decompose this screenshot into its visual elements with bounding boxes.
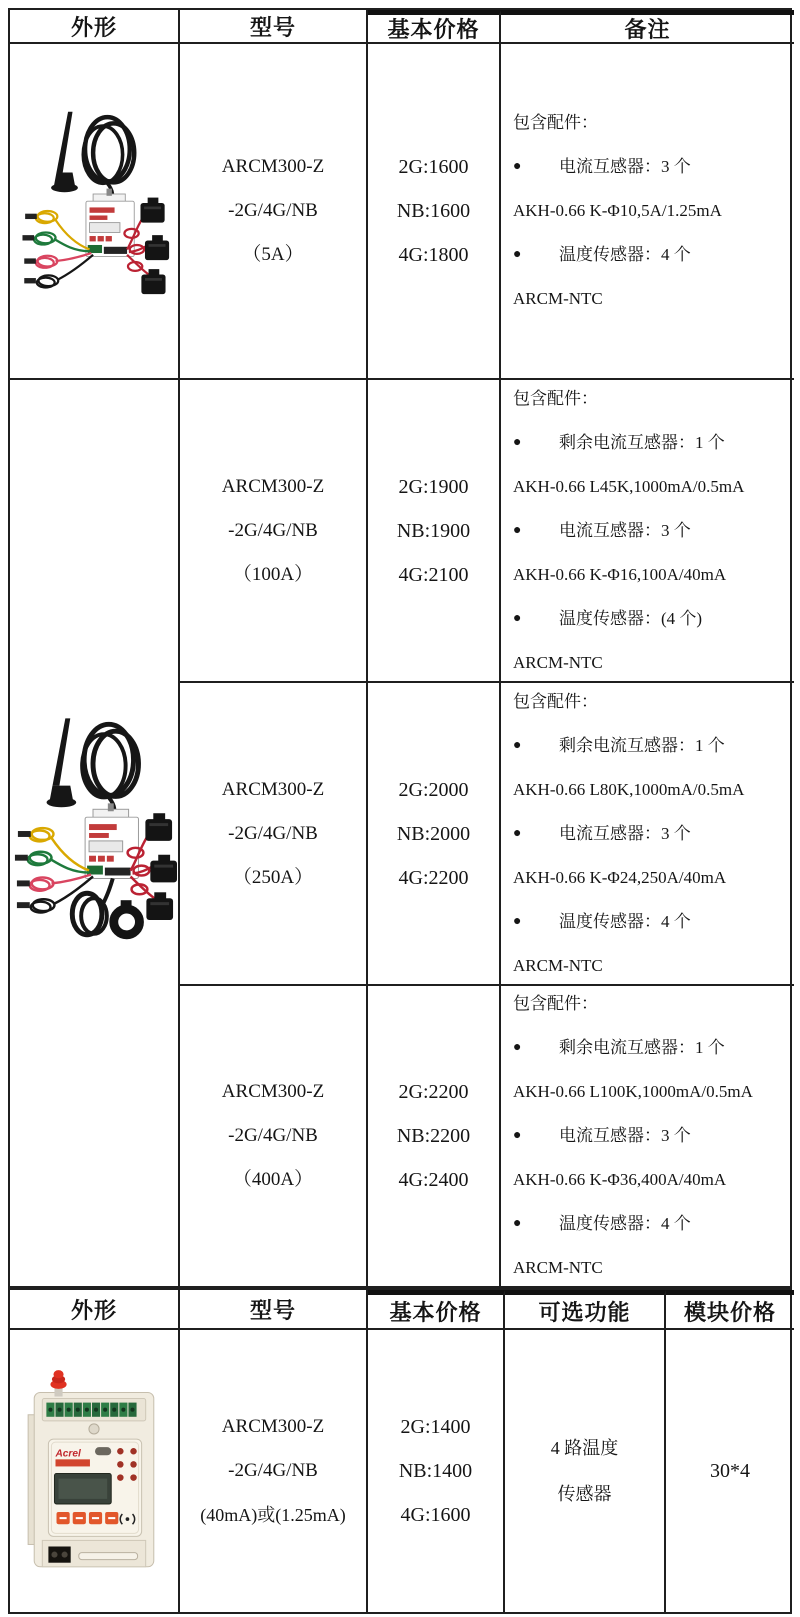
model-cell-5a bbox=[180, 44, 368, 380]
remarks-cell-5a bbox=[501, 44, 794, 380]
bullet-icon: ● bbox=[513, 247, 522, 262]
bullet-icon: ● bbox=[513, 1040, 522, 1055]
appearance-cell-5a bbox=[10, 44, 180, 380]
header-remarks bbox=[501, 10, 794, 44]
bullet-icon: ● bbox=[513, 159, 522, 174]
model-line: （100A） bbox=[232, 563, 314, 585]
remarks-line: 包含配件： bbox=[513, 388, 598, 408]
remarks-line: ● 电流互感器：3 个 bbox=[513, 509, 790, 553]
model-line: -2G/4G/NB bbox=[228, 1125, 318, 1146]
header-appearance bbox=[10, 10, 180, 44]
price-line: NB:1900 bbox=[396, 519, 471, 542]
model-line: -2G/4G/NB bbox=[228, 519, 318, 541]
arcm300-meter-photo bbox=[18, 1362, 170, 1580]
header-model bbox=[180, 10, 368, 44]
price-cell-250a bbox=[368, 683, 501, 986]
remarks-line: ● 温度传感器：4 个 bbox=[513, 1202, 790, 1246]
remarks-cell-100a bbox=[501, 380, 794, 683]
remarks-line: AKH-0.66 L100K,1000mA/0.5mA bbox=[513, 1082, 753, 1101]
bullet-icon: ● bbox=[513, 434, 522, 450]
model-line: -2G/4G/NB bbox=[228, 200, 318, 221]
price-line: NB:2200 bbox=[396, 1125, 471, 1147]
appearance-cell-merged bbox=[10, 380, 180, 1286]
remarks-cell-250a bbox=[501, 683, 794, 986]
remarks-line: ● 温度传感器：4 个 bbox=[513, 233, 790, 277]
price-line: 2G:2000 bbox=[398, 778, 469, 801]
remarks-line: AKH-0.66 L80K,1000mA/0.5mA bbox=[513, 779, 745, 799]
price-line: NB:2000 bbox=[396, 822, 471, 845]
model-line: -2G/4G/NB bbox=[228, 1460, 318, 1481]
header-label: 基本价格 bbox=[387, 17, 480, 42]
header-module-price bbox=[666, 1290, 794, 1330]
price-line: 2G:1400 bbox=[400, 1416, 471, 1438]
remarks-line: ● 温度传感器：(4 个) bbox=[513, 597, 790, 641]
remarks-line: AKH-0.66 K-Φ24,250A/40mA bbox=[513, 867, 727, 887]
remarks-line: ● 电流互感器：3 个 bbox=[513, 145, 790, 189]
remarks-line: ● 电流互感器：3 个 bbox=[513, 812, 790, 856]
optional-line: 传感器 bbox=[557, 1484, 612, 1504]
price-line: 4G:1800 bbox=[398, 244, 469, 266]
header-label: 外形 bbox=[70, 14, 117, 40]
remarks-line: ARCM-NTC bbox=[513, 652, 603, 672]
header-model bbox=[180, 1290, 368, 1330]
header-base-price bbox=[368, 10, 501, 44]
model-line: ARCM300-Z bbox=[221, 1416, 325, 1437]
price-line: 4G:2400 bbox=[398, 1169, 469, 1191]
header-label: 型号 bbox=[249, 14, 296, 40]
module-price-cell bbox=[666, 1330, 794, 1612]
header-label: 型号 bbox=[249, 1297, 296, 1323]
device-kit-photo bbox=[18, 108, 170, 314]
price-line: 4G:2100 bbox=[398, 563, 469, 586]
header-optional-function bbox=[505, 1290, 666, 1330]
device-kit-with-rct-photo bbox=[10, 714, 178, 952]
model-line: （5A） bbox=[242, 244, 304, 265]
model-cell-400a bbox=[180, 986, 368, 1286]
remarks-line: ● 温度传感器：4 个 bbox=[513, 900, 790, 944]
remarks-line: ● 剩余电流互感器：1 个 bbox=[513, 724, 790, 768]
model-line: ARCM300-Z bbox=[221, 475, 325, 497]
remarks-line: AKH-0.66 K-Φ10,5A/1.25mA bbox=[513, 201, 722, 220]
price-cell-meter bbox=[368, 1330, 505, 1612]
price-cell-5a bbox=[368, 44, 501, 380]
header-label: 备注 bbox=[624, 17, 671, 42]
model-line: （250A） bbox=[232, 866, 314, 888]
wired-arcm-price-table bbox=[8, 1288, 792, 1614]
remarks-line: 包含配件： bbox=[513, 113, 598, 132]
remarks-cell-400a bbox=[501, 986, 794, 1286]
remarks-line: ARCM-NTC bbox=[513, 1258, 603, 1277]
header-label: 外形 bbox=[70, 1297, 117, 1323]
remarks-line: 包含配件： bbox=[513, 691, 598, 711]
bullet-icon: ● bbox=[513, 913, 522, 929]
bullet-icon: ● bbox=[513, 737, 522, 753]
remarks-line: ● 剩余电流互感器：1 个 bbox=[513, 421, 790, 465]
bullet-icon: ● bbox=[513, 825, 522, 841]
header-label: 可选功能 bbox=[538, 1300, 631, 1325]
bullet-icon: ● bbox=[513, 1128, 522, 1143]
price-line: 2G:2200 bbox=[398, 1081, 469, 1103]
remarks-line: ● 剩余电流互感器：1 个 bbox=[513, 1026, 790, 1070]
bullet-icon: ● bbox=[513, 522, 522, 538]
header-label: 基本价格 bbox=[389, 1300, 482, 1325]
remarks-line: AKH-0.66 L45K,1000mA/0.5mA bbox=[513, 476, 745, 496]
price-line: 4G:2200 bbox=[398, 866, 469, 889]
model-cell-100a bbox=[180, 380, 368, 683]
header-label: 模块价格 bbox=[683, 1300, 776, 1325]
optional-function-cell bbox=[505, 1330, 666, 1612]
module-price-value: 30*4 bbox=[710, 1460, 750, 1482]
price-cell-100a bbox=[368, 380, 501, 683]
price-line: 2G:1600 bbox=[398, 156, 469, 178]
price-cell-400a bbox=[368, 986, 501, 1286]
wireless-arcm-price-table bbox=[8, 8, 792, 1288]
price-line: NB:1600 bbox=[396, 200, 471, 222]
model-line: （400A） bbox=[232, 1169, 314, 1190]
price-line: 4G:1600 bbox=[400, 1504, 471, 1526]
header-appearance bbox=[10, 1290, 180, 1330]
remarks-line: ARCM-NTC bbox=[513, 955, 603, 975]
remarks-line: 包含配件： bbox=[513, 994, 598, 1013]
model-line: (40mA)或(1.25mA) bbox=[200, 1505, 346, 1525]
remarks-line: ● 电流互感器：3 个 bbox=[513, 1114, 790, 1158]
model-line: ARCM300-Z bbox=[221, 156, 325, 177]
header-base-price bbox=[368, 1290, 505, 1330]
bullet-icon: ● bbox=[513, 610, 522, 626]
model-cell-250a bbox=[180, 683, 368, 986]
remarks-line: ARCM-NTC bbox=[513, 289, 603, 308]
model-line: ARCM300-Z bbox=[221, 1081, 325, 1102]
price-line: NB:1400 bbox=[398, 1460, 473, 1482]
price-line: 2G:1900 bbox=[398, 475, 469, 498]
optional-line: 4 路温度 bbox=[550, 1438, 619, 1458]
bullet-icon: ● bbox=[513, 1216, 522, 1231]
model-line: ARCM300-Z bbox=[221, 778, 325, 800]
model-line: -2G/4G/NB bbox=[228, 822, 318, 844]
model-cell-meter bbox=[180, 1330, 368, 1612]
appearance-cell-meter bbox=[10, 1330, 180, 1612]
remarks-line: AKH-0.66 K-Φ36,400A/40mA bbox=[513, 1170, 727, 1189]
remarks-line: AKH-0.66 K-Φ16,100A/40mA bbox=[513, 564, 727, 584]
